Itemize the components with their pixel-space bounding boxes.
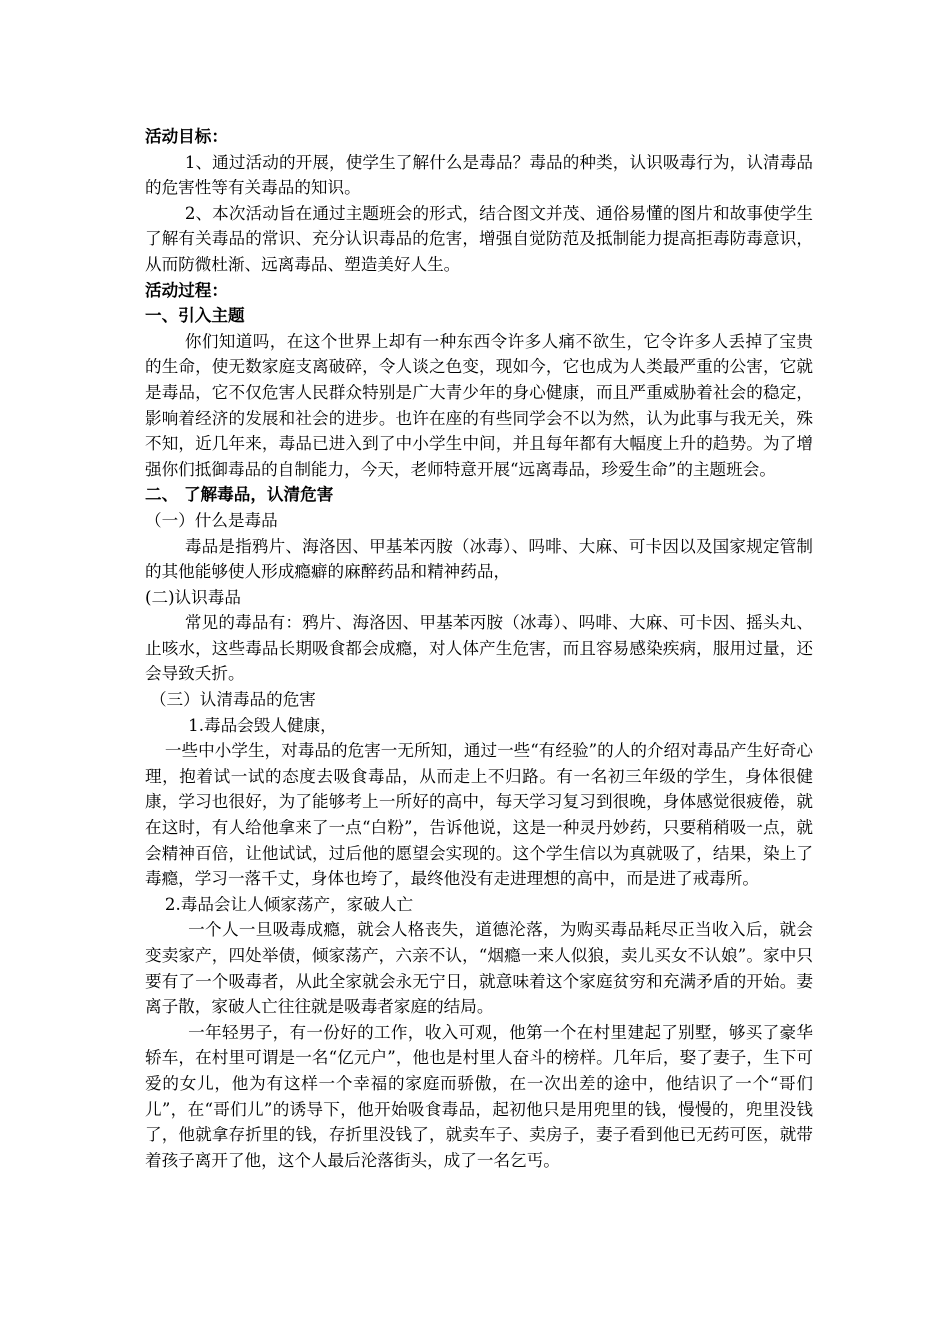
goal-heading: 活动目标： <box>145 126 228 146</box>
section-1-paragraph: 你们知道吗，在这个世界上却有一种东西令许多人痛不欲生，它令许多人丢掉了宝贵的生命，使无数家庭支离破碎，令人谈之色变，现如今，它也成为人类最严重的公害，它就是毒品，它不仅危害人民群众特别是广大青少年的身心健康，而且严重威胁着社会的稳定，影响着经济的发展和社会的进步。也许在座的有些同学会不以为然，认为此事与我无关，殊不知，近几年来，毒品已进入到了中小学生中间，并且每年都有大幅度上升的趋势。为了增强你们抵御毒品的自制能力，今天，老师特意开展“远离毒品，珍爱生命”的主题班会。 <box>145 331 813 479</box>
subsection-1-heading: （一）什么是毒品 <box>145 510 278 530</box>
section-2-heading: 二、 了解毒品，认清危害 <box>145 484 334 505</box>
point-2-heading: 2.毒品会让人倾家荡产，家破人亡 <box>164 894 414 914</box>
document-body <box>145 124 813 1173</box>
subsection-2-heading: (二)认识毒品 <box>145 587 241 607</box>
goal-item-1: 1、通过活动的开展，使学生了解什么是毒品？毒品的种类，认识吸毒行为，认清毒品的危害性等有关毒品的知识。 <box>145 152 813 198</box>
point-1-heading: 1.毒品会毁人健康， <box>188 715 337 735</box>
subsection-2-paragraph: 常见的毒品有：鸦片、海洛因、甲基苯丙胺（冰毒）、吗啡、大麻、可卡因、摇头丸、止咳水，这些毒品长期吸食都会成瘾，对人体产生危害，而且容易感染疾病，服用过量，还会导致夭折。 <box>145 613 813 684</box>
subsection-1-paragraph: 毒品是指鸦片、海洛因、甲基苯丙胺（冰毒）、吗啡、大麻、可卡因以及国家规定管制的其他能够使人形成瘾癖的麻醉药品和精神药品， <box>145 536 813 582</box>
process-heading: 活动过程： <box>145 279 228 300</box>
point-1-paragraph: 一些中小学生，对毒品的危害一无所知，通过一些“有经验”的人的介绍对毒品产生好奇心理，抱着试一试的态度去吸食毒品，从而走上不归路。有一名初三年级的学生，身体很健康，学习也很好，为了能够考上一所好的高中，每天学习复习到很晚，身体感觉很疲倦，就在这时，有人给他拿来了一点“白粉”，告诉他说，这是一种灵丹妙药，只要稍稍吸一点，就会精神百倍，让他试试，过后他的愿望会实现的。这个学生信以为真就吸了，结果，染上了毒瘾，学习一落千丈，身体也垮了，最终他没有走进理想的高中，而是进了戒毒所。 <box>145 741 813 889</box>
point-2-paragraph-2: 一年轻男子，有一份好的工作，收入可观，他第一个在村里建起了别墅，够买了豪华轿车，在村里可谓是一名“亿元户”，他也是村里人奋斗的榜样。几年后，娶了妻子，生下可爱的女儿，他为有这样一个幸福的家庭而骄傲，在一次出差的途中，他结识了一个“哥们儿”，在“哥们儿”的诱导下，他开始吸食毒品，起初他只是用兜里的钱，慢慢的，兜里没钱了，他就拿存折里的钱，存折里没钱了，就卖车子、卖房子，妻子看到他已无药可医，就带着孩子离开了他，这个人最后沦落街头，成了一名乞丐。 <box>145 1022 813 1170</box>
subsection-3-heading: （三）认清毒品的危害 <box>149 690 316 710</box>
goal-item-2: 2、本次活动旨在通过主题班会的形式，结合图文并茂、通俗易懂的图片和故事使学生了解有关毒品的常识、充分认识毒品的危害，增强自觉防范及抵制能力提高拒毒防毒意识，从而防微杜渐、远离毒品、塑造美好人生。 <box>145 203 813 274</box>
point-2-paragraph-1: 一个人一旦吸毒成瘾，就会人格丧失，道德沦落，为购买毒品耗尽正当收入后，就会变卖家产，四处举债，倾家荡产，六亲不认，“烟瘾一来人似狼，卖儿买女不认娘”。家中只要有了一个吸毒者，从此全家就会永无宁日，就意味着这个家庭贫穷和充满矛盾的开始。妻离子散，家破人亡往往就是吸毒者家庭的结局。 <box>145 920 813 1017</box>
section-1-heading: 一、引入主题 <box>145 305 245 326</box>
